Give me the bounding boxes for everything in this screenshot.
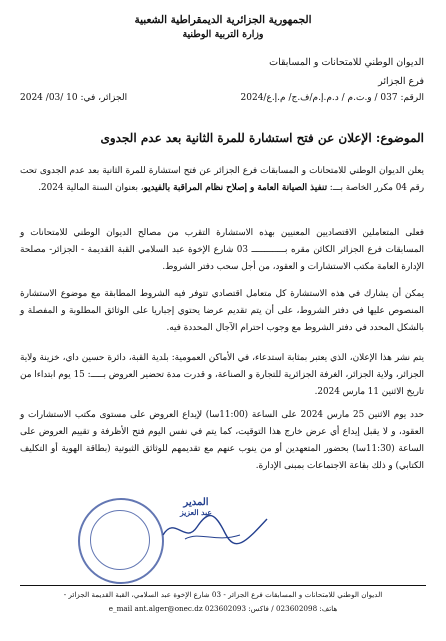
stamp-inner-ring [90, 510, 150, 570]
signatory-name: عبد العزيز [180, 508, 212, 517]
paragraph-announcement-end: ، بعنوان السنة المالية 2024. [38, 183, 144, 193]
ministry-title: وزارة التربية الوطنية [182, 29, 264, 40]
paragraph-announcement-start: يعلن الديوان الوطني للامتحانات و المسابقات فرع الجزائر عن فتح استشارة للمرة الثانية بعد عدم الجدوى تحت رقم 04 مكرر الخاصة بـــ: [20, 166, 424, 193]
republic-title: الجمهورية الجزائرية الديمقراطية الشعبية [134, 14, 312, 26]
signature-block [141, 498, 251, 518]
paragraph-contact: فعلى المتعاملين الاقتصاديين المعنيين بهذه الاستشارة التقرب من مصالح الديوان الوطني للامتحانات و المسابقات فرع الجزائر الكائن مقره بـــــــــــــ 03 شارع الإخوة عبد السلامي القبة القديمة - الجزائر- مصلحة الإدارة العامة مكتب الاستشارات و العقود، من أجل سحب دفتر الشروط. [20, 228, 424, 272]
signatory-title: المدير [183, 497, 209, 508]
footer-divider [20, 585, 426, 586]
paragraph-announcement [20, 163, 424, 197]
document-date: الجزائر، في: 10 /03/ 2024 [20, 93, 128, 103]
paragraph-announcement-object: تنفيذ الصيانة العامة و إصلاح نظام المراقبة بالفيديو [143, 183, 328, 193]
footer-address: الديوان الوطني للامتحانات و المسابقات فرع الجزائر - 03 شارع الإخوة عبد السلامي، القبة القديمة الجزائر - [63, 590, 383, 599]
paragraph-deadline: حدد يوم الاثنين 25 مارس 2024 على الساعة (11:00سا) لإيداع العروض على مستوى مكتب الاستشارات و العقود، و لا يقبل إيداع أي عرض خارج هذا التوقيت، كما يتم في نفس اليوم فتح الأظرفة و تقييم العروض على الساعة (11:30سا) بحضور المتعهدين أو من ينوب عنهم مع تقديمهم للوثائق الثبوتية (بطاقة الهوية أو التكليف الكتابي) و ذلك بقاعة الاجتماعات بمبنى الإدارة. [20, 410, 424, 471]
subject-heading: الموضوع: الإعلان عن فتح استشارة للمرة الثانية بعد عدم الجدوى [100, 131, 424, 145]
branch-name: فرع الجزائر [378, 76, 424, 87]
paragraph-publication: يتم نشر هذا الإعلان، الذي يعتبر بمثابة استدعاء، في الأماكن العمومية: بلدية القبة، دائرة حسين داي، خزينة ولاية الجزائر، ولاية الجزائر، الغرفة الجزائرية للتجارة و الصناعة، و قدرت مدة تحضير العروض بـــــ: 15 يوم ابتداءا من تاريخ الاثنين 11 مارس 2024. [20, 353, 424, 397]
footer-contacts: هاتف: 023602098 / فاكس: 023602093 e_mail ant.alger@onec.dz [108, 604, 338, 613]
paragraph-eligibility: يمكن أن يشارك في هذه الاستشارة كل متعامل اقتصادي تتوفر فيه الشروط المطابقة مع موضوع الاستشارة المنصوص عليها في دفتر الشروط، على أن يتم تقديم عرضا يحتوي إجباريا على الوثائق المطلوبة و المفصلة و بالشكل المحدد في دفتر الشروط مع وجوب احترام الآجال المحددة فيه. [20, 289, 424, 333]
office-name: الديوان الوطني للامتحانات و المسابقات [269, 57, 424, 68]
reference-number: الرقم: 037 / و.ت.م / د.م.إ.م/ف.ج/ م.إ.ع/2024 [240, 93, 424, 103]
reference-line [20, 93, 424, 107]
